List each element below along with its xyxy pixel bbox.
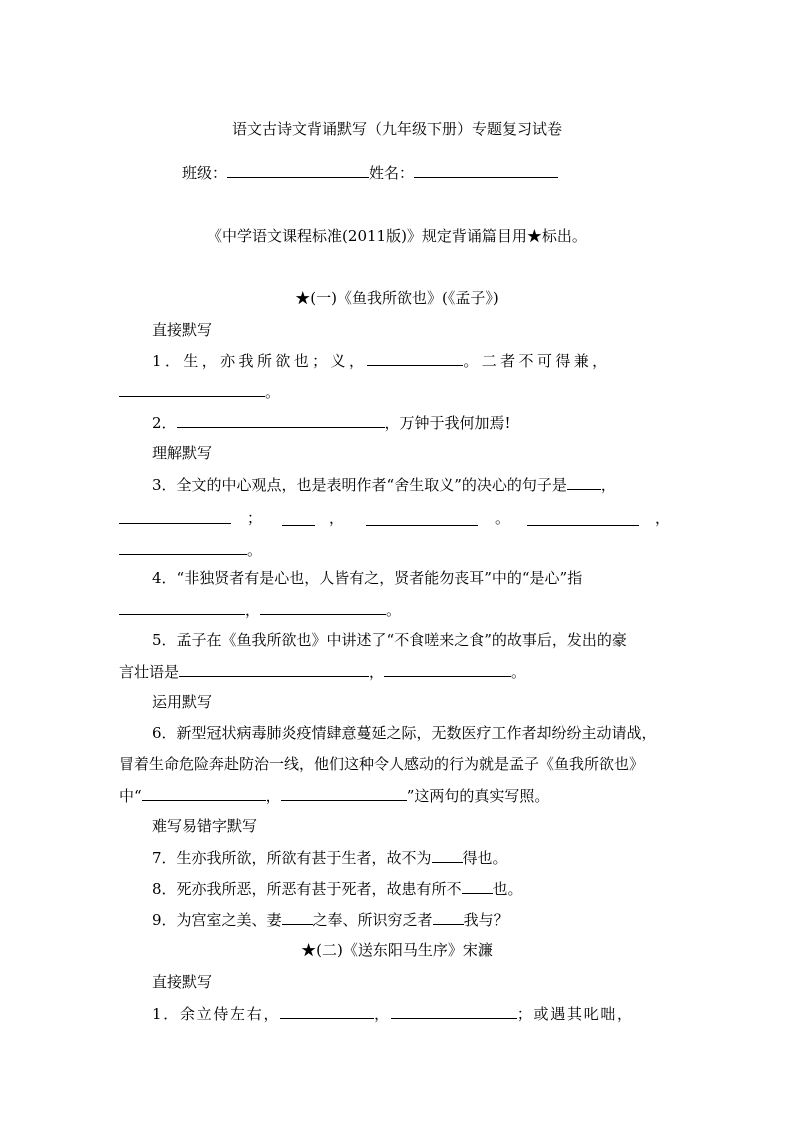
answer-blank[interactable] [177, 412, 385, 428]
subheading-direct: 直接默写 [152, 321, 213, 339]
question-5: 5．孟子在《鱼我所欲也》中讲述了“不食嗟来之食”的故事后，发出的豪 [152, 631, 627, 649]
question-4-cont: ， 。 [119, 599, 401, 620]
class-field[interactable] [227, 162, 369, 178]
subheading-direct-2: 直接默写 [152, 973, 213, 991]
subheading-apply: 运用默写 [152, 693, 213, 711]
answer-blank[interactable] [366, 510, 478, 526]
answer-blank[interactable] [119, 599, 245, 615]
answer-blank[interactable] [260, 599, 386, 615]
answer-blank[interactable] [391, 1003, 517, 1019]
answer-blank[interactable] [462, 878, 493, 894]
question-3-cont: ； ， 。 ， [119, 508, 231, 529]
question-3-cont-2: 。 [119, 539, 262, 560]
question-3: 3．全文的中心观点，也是表明作者“舍生取义”的决心的句子是 ， [152, 476, 616, 494]
answer-blank[interactable] [527, 510, 639, 526]
question-6-line-3: 中“ ， ”这两句的真实写照。 [119, 787, 550, 805]
answer-blank[interactable] [280, 1003, 374, 1019]
student-info-line [182, 162, 558, 183]
answer-blank[interactable] [281, 785, 407, 801]
answer-blank[interactable] [384, 661, 511, 677]
question-4: 4．“非独贤者有是心也，人皆有之，贤者能勿丧耳”中的“是心”指 [152, 569, 583, 587]
page-title: 语文古诗文背诵默写（九年级下册）专题复习试卷 [231, 120, 562, 138]
curriculum-note: 《中学语文课程标准(2011版)》规定背诵篇目用★标出。 [207, 227, 587, 245]
question-5-cont: 言壮语是 ， 。 [119, 663, 527, 681]
class-label: 班级： [182, 164, 228, 182]
subheading-hard: 难写易错字默写 [152, 817, 258, 835]
section-1-heading: ★(一)《鱼我所欲也》(《孟子》) [295, 289, 499, 307]
answer-blank[interactable] [567, 474, 601, 490]
answer-blank[interactable] [282, 510, 315, 526]
answer-blank[interactable] [119, 381, 265, 397]
answer-blank[interactable] [367, 350, 463, 366]
answer-blank[interactable] [433, 909, 464, 925]
question-8: 8．死亦我所恶，所恶有甚于死者，故患有所不 也。 [152, 880, 523, 898]
name-field[interactable] [414, 162, 558, 178]
name-label: 姓名： [369, 164, 415, 182]
answer-blank[interactable] [119, 508, 231, 524]
question-1: 1．生，亦我所欲也；义， 。二者不可得兼， [152, 352, 611, 370]
question-6-line-2: 冒着生命危险奔赴防治一线，他们这种令人感动的行为就是孟子《鱼我所欲也》 [119, 755, 645, 773]
subheading-understand: 理解默写 [152, 444, 213, 462]
section-2-question-1: 1．余立侍左右， ， ；或遇其叱咄， [152, 1005, 634, 1023]
question-7: 7．生亦我所欲，所欲有甚于生者，故不为 得也。 [152, 849, 508, 867]
answer-blank[interactable] [179, 661, 369, 677]
answer-blank[interactable] [119, 539, 247, 555]
question-6: 6．新型冠状病毒肺炎疫情肆意蔓延之际，无数医疗工作者却纷纷主动请战， [152, 724, 657, 742]
question-2: 2． ，万钟于我何加焉! [152, 414, 511, 432]
section-2-heading: ★(二)《送东阳马生序》宋濂 [301, 941, 493, 959]
answer-blank[interactable] [432, 847, 463, 863]
question-1-cont: 。 [119, 381, 280, 402]
question-9: 9．为宫室之美、妻 之奉、所识穷乏者 我与？ [152, 911, 509, 929]
answer-blank[interactable] [282, 909, 313, 925]
answer-blank[interactable] [142, 785, 266, 801]
